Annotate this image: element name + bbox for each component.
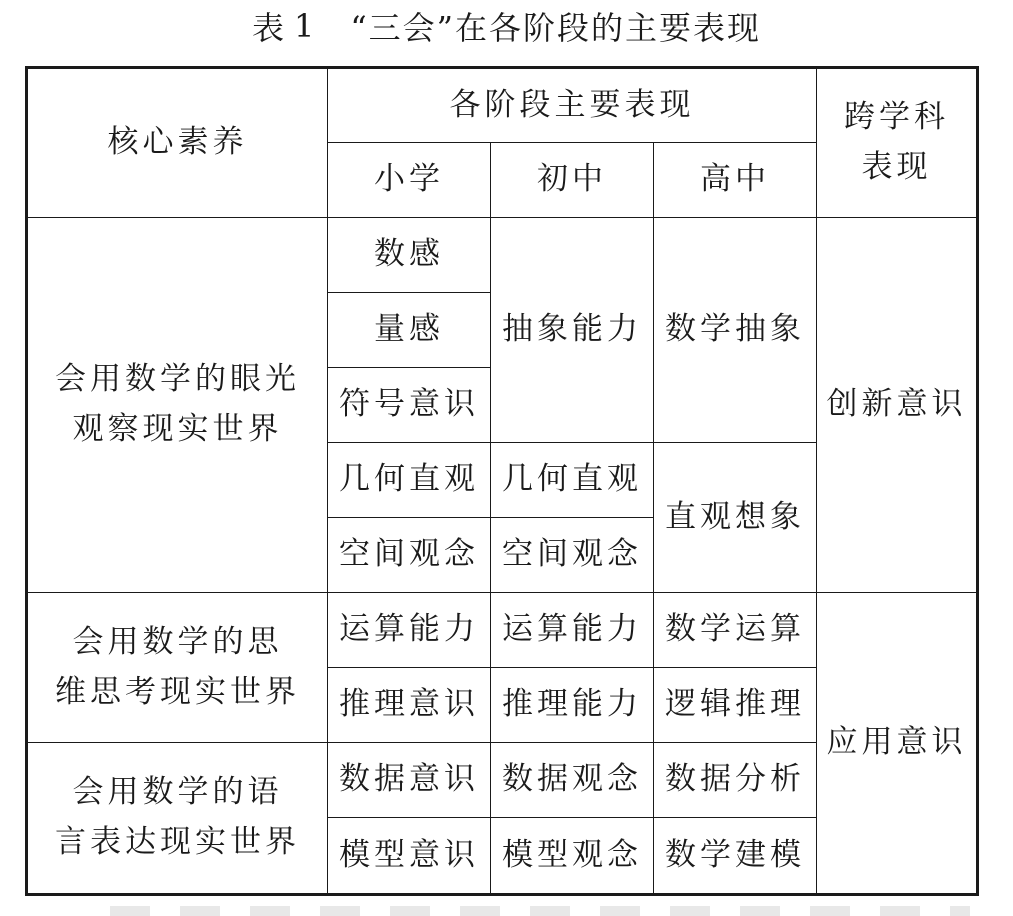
- cell-cross: 创新意识: [817, 218, 978, 593]
- caption-prefix: 表: [251, 9, 286, 47]
- header-senior: 高中: [654, 143, 817, 218]
- group-eye-line1: 会用数学的眼光: [55, 361, 300, 398]
- cell-senior: 数学抽象: [654, 218, 817, 443]
- group-think-line1: 会用数学的思: [72, 623, 283, 660]
- cell-junior: 空间观念: [491, 518, 654, 593]
- cell-primary: 空间观念: [328, 518, 491, 593]
- cell-primary: 数据意识: [328, 743, 491, 818]
- cell-cross: 应用意识: [817, 593, 978, 895]
- group-language: [27, 743, 328, 895]
- header-cross-discipline: 跨学科表现: [817, 68, 978, 218]
- cell-senior: 直观想象: [654, 443, 817, 593]
- cell-primary: 量感: [328, 293, 491, 368]
- caption-number: 1: [293, 7, 317, 45]
- table-row: [27, 218, 978, 293]
- cell-junior: 数据观念: [491, 743, 654, 818]
- table-row: [27, 593, 978, 668]
- cell-junior: 几何直观: [491, 443, 654, 518]
- cell-senior: 数学建模: [654, 818, 817, 895]
- cropped-text-strip: [110, 906, 970, 916]
- cell-primary: 数感: [328, 218, 491, 293]
- cell-senior: 数据分析: [654, 743, 817, 818]
- cell-junior: 模型观念: [491, 818, 654, 895]
- header-core-literacy: 核心素养: [27, 68, 328, 218]
- cell-senior: 逻辑推理: [654, 668, 817, 743]
- header-row: [27, 68, 978, 143]
- group-think-line2: 维思考现实世界: [55, 673, 300, 710]
- header-primary: 小学: [328, 143, 491, 218]
- cell-junior: 运算能力: [491, 593, 654, 668]
- cell-junior: 抽象能力: [491, 218, 654, 443]
- cell-primary: 运算能力: [328, 593, 491, 668]
- three-abilities-table: [25, 66, 979, 896]
- cell-primary: 模型意识: [328, 818, 491, 895]
- cell-primary: 推理意识: [328, 668, 491, 743]
- cell-primary: 几何直观: [328, 443, 491, 518]
- header-stage-performance: 各阶段主要表现: [328, 68, 817, 143]
- caption-title: “三会”在各阶段的主要表现: [350, 9, 762, 47]
- group-eye: [27, 218, 328, 593]
- header-junior: 初中: [491, 143, 654, 218]
- group-language-line1: 会用数学的语: [72, 774, 283, 811]
- group-language-line2: 言表达现实世界: [55, 824, 300, 860]
- group-think: [27, 593, 328, 743]
- cell-junior: 推理能力: [491, 668, 654, 743]
- group-eye-line2: 观察现实世界: [72, 411, 283, 447]
- table-caption: [0, 0, 1013, 52]
- cell-senior: 数学运算: [654, 593, 817, 668]
- cell-primary: 符号意识: [328, 368, 491, 443]
